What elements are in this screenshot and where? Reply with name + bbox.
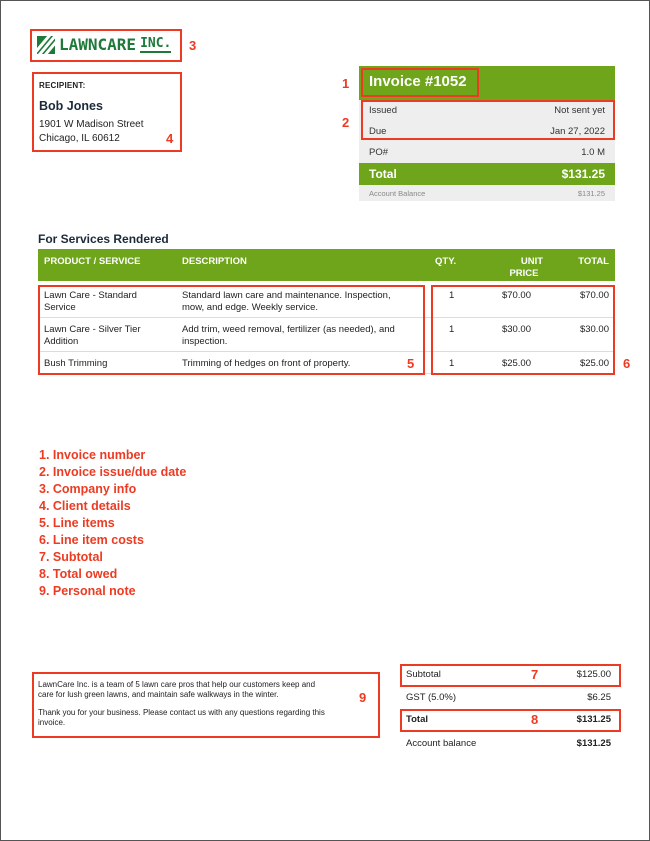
header-qty: QTY. <box>435 256 457 267</box>
legend-item: 3. Company info <box>39 482 137 496</box>
invoice-total-value: $131.25 <box>561 167 605 181</box>
row-product-line1: Bush Trimming <box>44 358 108 369</box>
company-name: LAWNCARE <box>59 35 137 54</box>
services-table-header <box>38 249 615 281</box>
header-unit: UNIT <box>520 256 544 267</box>
callout-number-6: 6 <box>623 356 631 371</box>
issued-label: Issued <box>369 105 397 116</box>
callout-number-3: 3 <box>189 38 197 53</box>
callout-number-1: 1 <box>342 76 350 91</box>
row-product-line2: Service <box>44 302 76 313</box>
legend-item: 8. Total owed <box>39 567 118 581</box>
row-description-line2: mow, and edge. Weekly service. <box>182 302 319 313</box>
callout-number-5: 5 <box>407 356 415 371</box>
legend-item: 9. Personal note <box>39 584 136 598</box>
invoice-total-label: Total <box>369 167 397 181</box>
summary-balance-value: $131.25 <box>576 738 611 749</box>
note-line: care for lush green lawns, and maintain safe walkways in the winter. <box>38 690 279 699</box>
services-title: For Services Rendered <box>38 232 169 246</box>
callout-number-4: 4 <box>166 131 174 146</box>
recipient-name: Bob Jones <box>39 99 103 113</box>
callout-box-total <box>400 709 621 732</box>
invoice-title: Invoice #1052 <box>369 73 467 90</box>
row-unit-price: $70.00 <box>501 290 531 301</box>
row-qty: 1 <box>449 324 455 335</box>
callout-legend <box>39 447 186 600</box>
note-line: invoice. <box>38 718 66 727</box>
due-value: Jan 27, 2022 <box>550 126 605 137</box>
summary-total-label: Total <box>406 714 428 725</box>
subtotal-value: $125.00 <box>576 669 611 680</box>
row-description-line1: Standard lawn care and maintenance. Inspection, <box>182 290 391 301</box>
header-price: PRICE <box>509 268 539 279</box>
header-product: PRODUCT / SERVICE <box>44 256 141 267</box>
header-total: TOTAL <box>578 256 609 267</box>
issued-value: Not sent yet <box>554 105 605 116</box>
company-suffix: INC. <box>140 35 172 51</box>
legend-item: 2. Invoice issue/due date <box>39 465 187 479</box>
due-label: Due <box>369 126 387 137</box>
invoice-po-row <box>359 142 615 163</box>
po-value: 1.0 M <box>581 147 605 158</box>
row-product-line1: Lawn Care - Silver Tier <box>44 324 141 335</box>
legend-item: 5. Line items <box>39 516 115 530</box>
row-unit-price: $30.00 <box>501 324 531 335</box>
legend-item: 4. Client details <box>39 499 131 513</box>
callout-box-company <box>30 29 182 62</box>
gst-value: $6.25 <box>587 692 611 703</box>
row-description-line1: Add trim, weed removal, fertilizer (as needed), and <box>182 324 395 335</box>
header-description: DESCRIPTION <box>182 256 247 267</box>
callout-box-line-costs <box>431 285 615 375</box>
invoice-balance-label: Account Balance <box>369 189 426 198</box>
legend-item: 7. Subtotal <box>39 550 103 564</box>
row-product-line2: Addition <box>44 336 79 347</box>
row-total: $30.00 <box>579 324 609 335</box>
row-product-line1: Lawn Care - Standard <box>44 290 137 301</box>
callout-number-9: 9 <box>359 690 367 705</box>
callout-box-line-items <box>38 285 425 375</box>
callout-box-client <box>32 72 182 152</box>
invoice-balance-value: $131.25 <box>577 189 605 198</box>
row-total: $25.00 <box>579 358 609 369</box>
callout-box-dates <box>361 100 615 140</box>
row-description-line2: inspection. <box>182 336 228 347</box>
row-description-line1: Trimming of hedges on front of property. <box>182 358 351 369</box>
callout-box-invoice-number <box>361 68 479 97</box>
callout-number-7: 7 <box>531 667 539 682</box>
gst-label: GST (5.0%) <box>406 692 456 703</box>
summary-balance-label: Account balance <box>406 738 477 749</box>
po-label: PO# <box>369 147 389 158</box>
row-qty: 1 <box>449 290 455 301</box>
row-qty: 1 <box>449 358 455 369</box>
legend-item: 6. Line item costs <box>39 533 144 547</box>
subtotal-label: Subtotal <box>406 669 441 680</box>
invoice-total-bar <box>359 163 615 185</box>
recipient-address-line2: Chicago, IL 60612 <box>39 133 120 144</box>
summary-total-value: $131.25 <box>576 714 611 725</box>
row-unit-price: $25.00 <box>501 358 531 369</box>
callout-box-subtotal <box>400 664 621 687</box>
note-line: Thank you for your business. Please contact us with any questions regarding this <box>38 708 325 717</box>
callout-number-8: 8 <box>531 712 539 727</box>
callout-number-2: 2 <box>342 115 350 130</box>
invoice-balance-row <box>359 185 615 201</box>
recipient-address-line1: 1901 W Madison Street <box>39 119 144 130</box>
callout-box-note <box>32 672 380 738</box>
legend-item: 1. Invoice number <box>39 448 146 462</box>
row-total: $70.00 <box>579 290 609 301</box>
note-line: LawnCare Inc. is a team of 5 lawn care pros that help our customers keep and <box>38 680 316 689</box>
recipient-label: RECIPIENT: <box>39 81 86 90</box>
